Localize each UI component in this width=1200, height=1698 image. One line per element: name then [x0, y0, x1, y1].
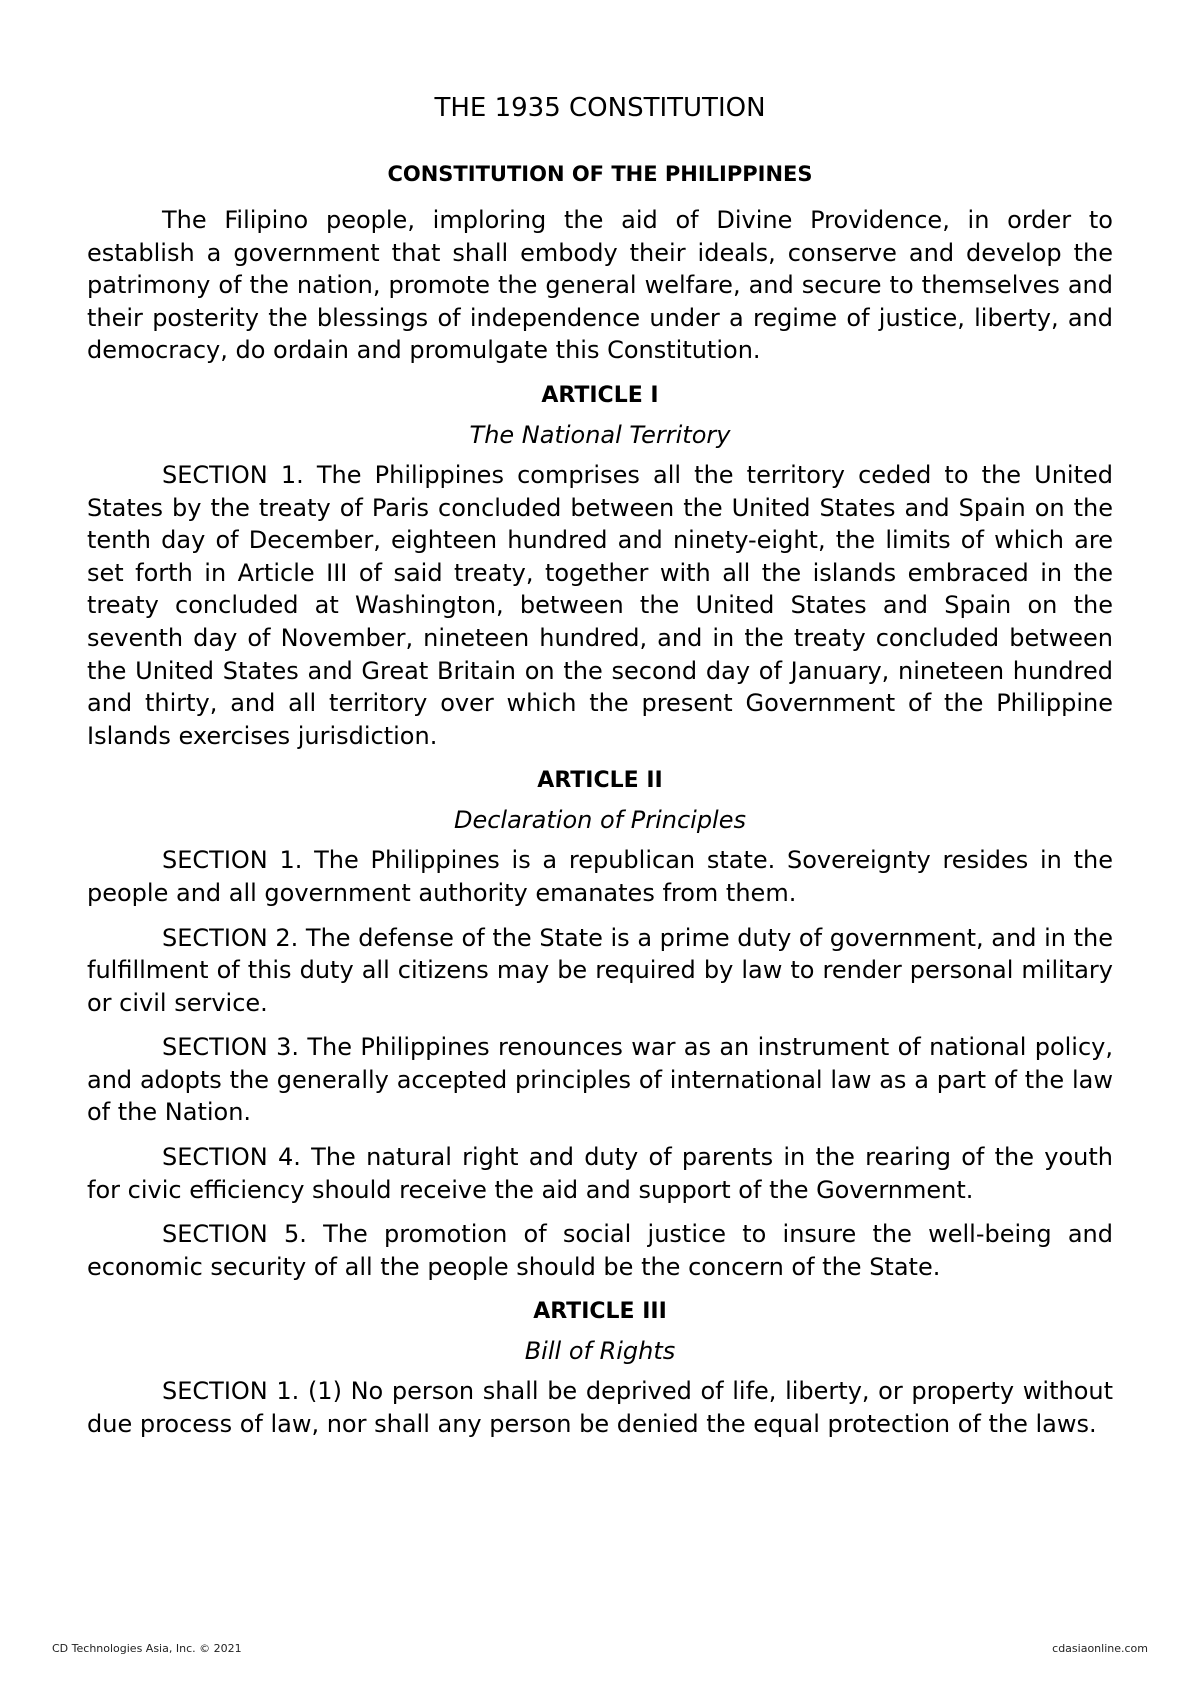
footer-copyright: CD Technologies Asia, Inc. © 2021	[52, 1642, 242, 1655]
article-subheading: The National Territory	[469, 420, 731, 449]
article-subheading: Bill of Rights	[524, 1337, 676, 1366]
section-paragraph: SECTION 5. The promotion of social justice to insure the well-being and economic security of all the people should be the concern of the State.	[87, 1220, 1113, 1281]
document-title: THE 1935 CONSTITUTION	[434, 93, 766, 123]
preamble-paragraph: The Filipino people, imploring the aid of Divine Providence, in order to establish a government that shall embody their ideals, conserve and develop the patrimony of the nation, promote the general welfare, and secure to themselves and their posterity the blessings of independence under a regime of justice, liberty, and democracy, do ordain and promulgate this Constitution.	[87, 206, 1113, 365]
section-paragraph: SECTION 3. The Philippines renounces war as an instrument of national policy, and adopts the generally accepted principles of international law as a part of the law of the Nation.	[87, 1033, 1113, 1127]
article-3	[87, 1297, 1113, 1440]
footer-website: cdasiaonline.com	[1052, 1642, 1148, 1655]
article-1	[87, 381, 1113, 752]
article-heading: ARTICLE III	[533, 1299, 667, 1325]
document-subtitle: CONSTITUTION OF THE PHILIPPINES	[387, 162, 813, 186]
section-paragraph: SECTION 4. The natural right and duty of parents in the rearing of the youth for civic efficiency should receive the aid and support of the Government.	[87, 1143, 1113, 1204]
article-heading: ARTICLE I	[541, 382, 659, 408]
document-page	[87, 92, 1113, 1453]
section-paragraph: SECTION 1. The Philippines is a republican state. Sovereignty resides in the people and all government authority emanates from them.	[87, 846, 1113, 907]
section-paragraph: SECTION 2. The defense of the State is a prime duty of government, and in the fulfillment of this duty all citizens may be required by law to render personal military or civil service.	[87, 923, 1113, 1017]
article-heading: ARTICLE II	[537, 768, 663, 794]
section-paragraph: SECTION 1. (1) No person shall be deprived of life, liberty, or property without due process of law, nor shall any person be denied the equal protection of the laws.	[87, 1377, 1113, 1439]
article-subheading: Declaration of Principles	[453, 806, 746, 835]
section-paragraph: SECTION 1. The Philippines comprises all the territory ceded to the United States by the treaty of Paris concluded between the United States and Spain on the tenth day of December, eighteen hundred and ninety-eight, the limits of which are set forth in Article III of said treaty, together with all the islands embraced in the treaty concluded at Washington, between the United States and Spain on the seventh day of November, nineteen hundred, and in the treaty concluded between the United States and Great Britain on the second day of January, nineteen hundred and thirty, and all territory over which the present Government of the Philippine Islands exercises jurisdiction.	[87, 460, 1113, 750]
article-2	[87, 766, 1113, 1283]
